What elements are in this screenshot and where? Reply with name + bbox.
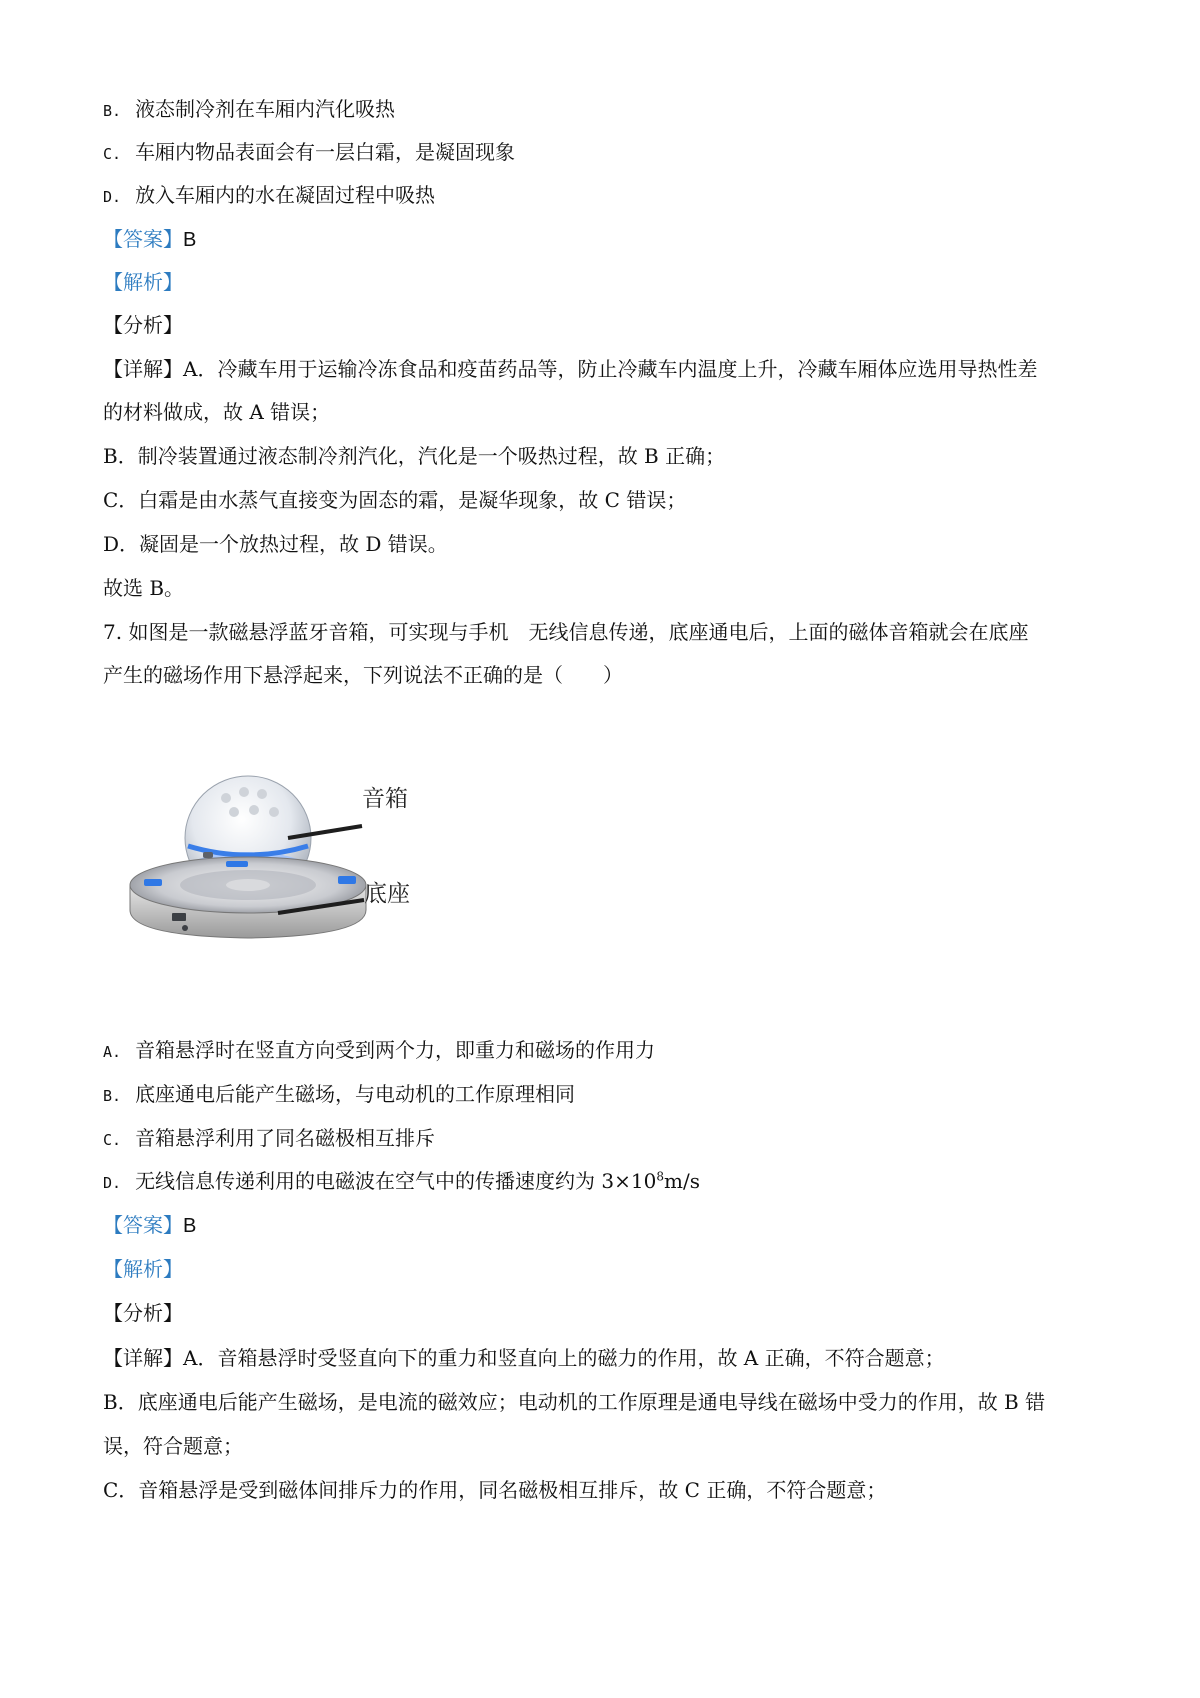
q7-option-b xyxy=(103,1080,575,1110)
exponent: 8 xyxy=(656,1169,664,1184)
option-letter: C. xyxy=(103,1131,122,1149)
q6-option-b xyxy=(103,95,395,125)
q7-detail-b1: B．底座通电后能产生磁场，是电流的磁效应；电动机的工作原理是通电导线在磁场中受力的作用，故 B 错 xyxy=(103,1390,1046,1414)
q7-option-c xyxy=(103,1124,435,1154)
option-letter: B. xyxy=(103,102,122,120)
unit: m/s xyxy=(664,1169,700,1193)
answer-value: B xyxy=(183,1215,197,1237)
q7-fenxi-tag: 【分析】 xyxy=(103,1301,183,1325)
option-text: 放入车厢内的水在凝固过程中吸热 xyxy=(135,183,436,207)
option-letter: C. xyxy=(103,145,122,163)
q7-detail-c: C．音箱悬浮是受到磁体间排斥力的作用，同名磁极相互排斥，故 C 正确，不符合题意； xyxy=(103,1478,887,1502)
figure-label-speaker: 音箱 xyxy=(362,785,408,811)
q6-answer xyxy=(103,225,196,254)
q7-detail-line1: 【详解】A．音箱悬浮时受竖直向下的重力和竖直向上的磁力的作用，故 A 正确，不符合题意； xyxy=(103,1346,945,1370)
option-text: 无线信息传递利用的电磁波在空气中的传播速度约为 3×10 xyxy=(135,1169,657,1193)
option-text: 液态制冷剂在车厢内汽化吸热 xyxy=(135,97,396,121)
option-text: 音箱悬浮时在竖直方向受到两个力，即重力和磁场的作用力 xyxy=(135,1038,656,1062)
q7-stem-line2: 产生的磁场作用下悬浮起来，下列说法不正确的是（ ） xyxy=(103,663,623,687)
q6-detail-b: B．制冷装置通过液态制冷剂汽化，汽化是一个吸热过程，故 B 正确； xyxy=(103,444,726,468)
figure-label-base: 底座 xyxy=(364,880,410,906)
q7-answer xyxy=(103,1211,196,1240)
q6-option-c xyxy=(103,138,515,168)
q6-detail-d: D．凝固是一个放热过程，故 D 错误。 xyxy=(103,532,448,556)
option-text: 车厢内物品表面会有一层白霜，是凝固现象 xyxy=(135,140,516,164)
q7-detail-b2: 误，符合题意； xyxy=(103,1434,243,1458)
option-text: 底座通电后能产生磁场，与电动机的工作原理相同 xyxy=(135,1082,576,1106)
option-letter: D. xyxy=(103,1174,122,1192)
option-letter: A. xyxy=(103,1043,122,1061)
option-text: 音箱悬浮利用了同名磁极相互排斥 xyxy=(135,1126,436,1150)
q6-detail-c: C．白霜是由水蒸气直接变为固态的霜，是凝华现象，故 C 错误； xyxy=(103,488,687,512)
option-letter: D. xyxy=(103,188,122,206)
answer-tag: 【答案】 xyxy=(103,1213,183,1237)
q6-jiexi-tag: 【解析】 xyxy=(103,270,183,294)
q6-conclusion: 故选 B。 xyxy=(103,576,185,600)
q7-stem-line1: 7. 如图是一款磁悬浮蓝牙音箱，可实现与手机 无线信息传递，底座通电后，上面的磁体音箱就会在底座 xyxy=(103,620,1029,644)
q6-option-d xyxy=(103,181,435,211)
answer-tag: 【答案】 xyxy=(103,227,183,251)
q7-option-d xyxy=(103,1167,700,1197)
q7-jiexi-tag: 【解析】 xyxy=(103,1257,183,1281)
q6-detail-line1: 【详解】A．冷藏车用于运输冷冻食品和疫苗药品等，防止冷藏车内温度上升，冷藏车厢体应选用导热性差 xyxy=(103,357,1038,381)
answer-value: B xyxy=(183,229,197,251)
q6-detail-line2: 的材料做成，故 A 错误； xyxy=(103,400,331,424)
option-letter: B. xyxy=(103,1087,122,1105)
q7-option-a xyxy=(103,1036,655,1066)
q6-fenxi-tag: 【分析】 xyxy=(103,313,183,337)
speaker-base xyxy=(130,857,366,938)
